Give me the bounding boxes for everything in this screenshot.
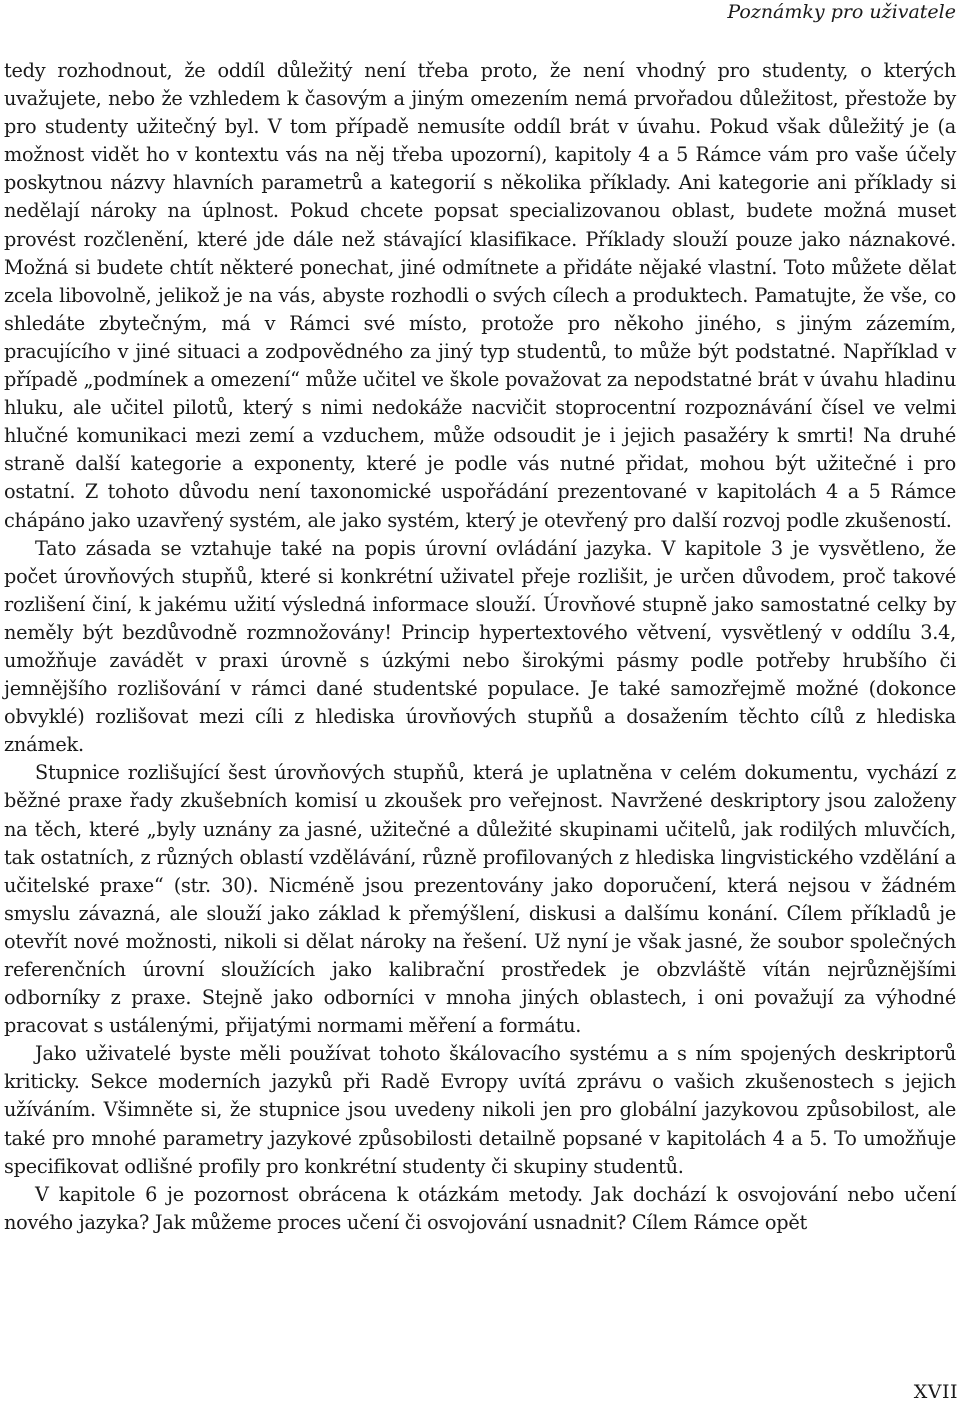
paragraph-1: tedy rozhodnout, že oddíl důležitý není třeba proto, že není vhodný pro studenty, o kterých uvažujete, nebo že vzhledem k časovým a jiným omezením nemá prvořadou důležitost, přestože by pro studenty užitečný byl. V tom případě nemusíte oddíl brát v úvahu. Pokud však důležitý je (a možnost vidět ho v kontextu vás na něj třeba upozorní), kapitoly 4 a 5 Rámce vám pro vaše účely poskytnou názvy hlavních parametrů a kategorií s několika příklady. Ani kategorie ani příklady si nedělají nároky na úplnost. Pokud chcete popsat specializovanou oblast, budete možná muset provést rozčlenění, které jde dále než stávající klasifikace. Příklady slouží pouze jako náznakové. Možná si budete chtít některé ponechat, jiné odmítnete a přidáte nějaké vlastní. Toto můžete dělat zcela libovolně, jelikož je na vás, abyste rozhodli o svých cílech a produktech. Pamatujte, že vše, co shledáte zbytečným, má v Rámci své místo, protože pro někoho jiného, s jiným zázemím, pracujícího v jiné situaci a zodpovědného za jiný typ studentů, to může být podstatné. Například v případě „podmínek a omezení“ může učitel ve škole považovat za nepodstatné brát v úvahu hladinu hluku, ale učitel pilotů, který s nimi nedokáže nacvičit stoprocentní rozpoznávání čísel ve velmi hlučné komunikaci mezi zemí a vzduchem, může odsoudit je i jejich pasažéry k smrti! Na druhé straně další kategorie a exponenty, které je podle vás nutné přidat, mohou být užitečné i pro ostatní. Z tohoto důvodu není taxonomické uspořádání prezentované v kapitolách 4 a 5 Rámce chápáno jako uzavřený systém, ale jako systém, který je otevřený pro další rozvoj podle zkušeností. <box>4 59 956 532</box>
page-number: XVII <box>913 1381 958 1403</box>
running-header: Poznámky pro uživatele <box>727 1 956 23</box>
paragraph-2: Tato zásada se vztahuje také na popis úrovní ovládání jazyka. V kapitole 3 je vysvětleno, že počet úrovňových stupňů, které si konkrétní uživatel přeje rozlišit, je určen důvodem, proč takové rozlišení činí, k jakému užití výsledná informace slouží. Úrovňové stupně jako samostatné celky by neměly být bezdůvodně rozmnožovány! Princip hypertextového větvení, vysvětlený v oddílu 3.4, umožňuje zavádět v praxi úrovně s úzkými nebo širokými pásmy podle potřeby hrubšího či jemnějšího rozlišování v rámci dané studentské populace. Je také samozřejmě možné (dokonce obvyklé) rozlišovat mezi cíli z hlediska úrovňových stupňů a dosažením těchto cílů z hlediska známek. <box>4 536 956 757</box>
paragraph-5: V kapitole 6 je pozornost obrácena k otázkám metody. Jak dochází k osvojování nebo učení nového jazyka? Jak můžeme proces učení či osvojování usnadnit? Cílem Rámce opět <box>4 1182 956 1234</box>
paragraph-3: Stupnice rozlišující šest úrovňových stupňů, která je uplatněna v celém dokumentu, vychází z běžné praxe řady zkušebních komisí u zkoušek pro veřejnost. Navržené deskriptory jsou založeny na těch, které „byly uznány za jasné, užitečné a důležité skupinami učitelů, jak rodilých mluvčích, tak ostatních, z různých oblastí vzdělávání, různě profilovaných z hlediska lingvistického vzdělání a učitelské praxe“ (str. 30). Nicméně jsou prezentovány jako doporučení, která nejsou v žádném smyslu závazná, ale slouží jako základ k přemýšlení, diskusi a dalšímu konání. Cílem příkladů je otevřít nové možnosti, nikoli si dělat nároky na řešení. Už nyní je však jasné, že soubor společných referenčních úrovní sloužících jako kalibrační prostředek je obzvláště vítán nejrůznějšími odborníky z praxe. Stejně jako odborníci v mnoha jiných oblastech, i oni považují za výhodné pracovat s ustálenými, přijatými normami měření a formátu. <box>4 761 956 1038</box>
body-text <box>4 57 956 1237</box>
paragraph-4: Jako uživatelé byste měli používat tohoto škálovacího systému a s ním spojených deskriptorů kriticky. Sekce moderních jazyků při Radě Evropy uvítá zprávu o vašich zkušenostech s jejich užíváním. Všimněte si, že stupnice jsou uvedeny nikoli jen pro globální jazykovou způsobilost, ale také pro mnohé parametry jazykové způsobilosti detailně popsané v kapitolách 4 a 5. To umožňuje specifikovat odlišné profily pro konkrétní studenty či skupiny studentů. <box>4 1042 956 1178</box>
